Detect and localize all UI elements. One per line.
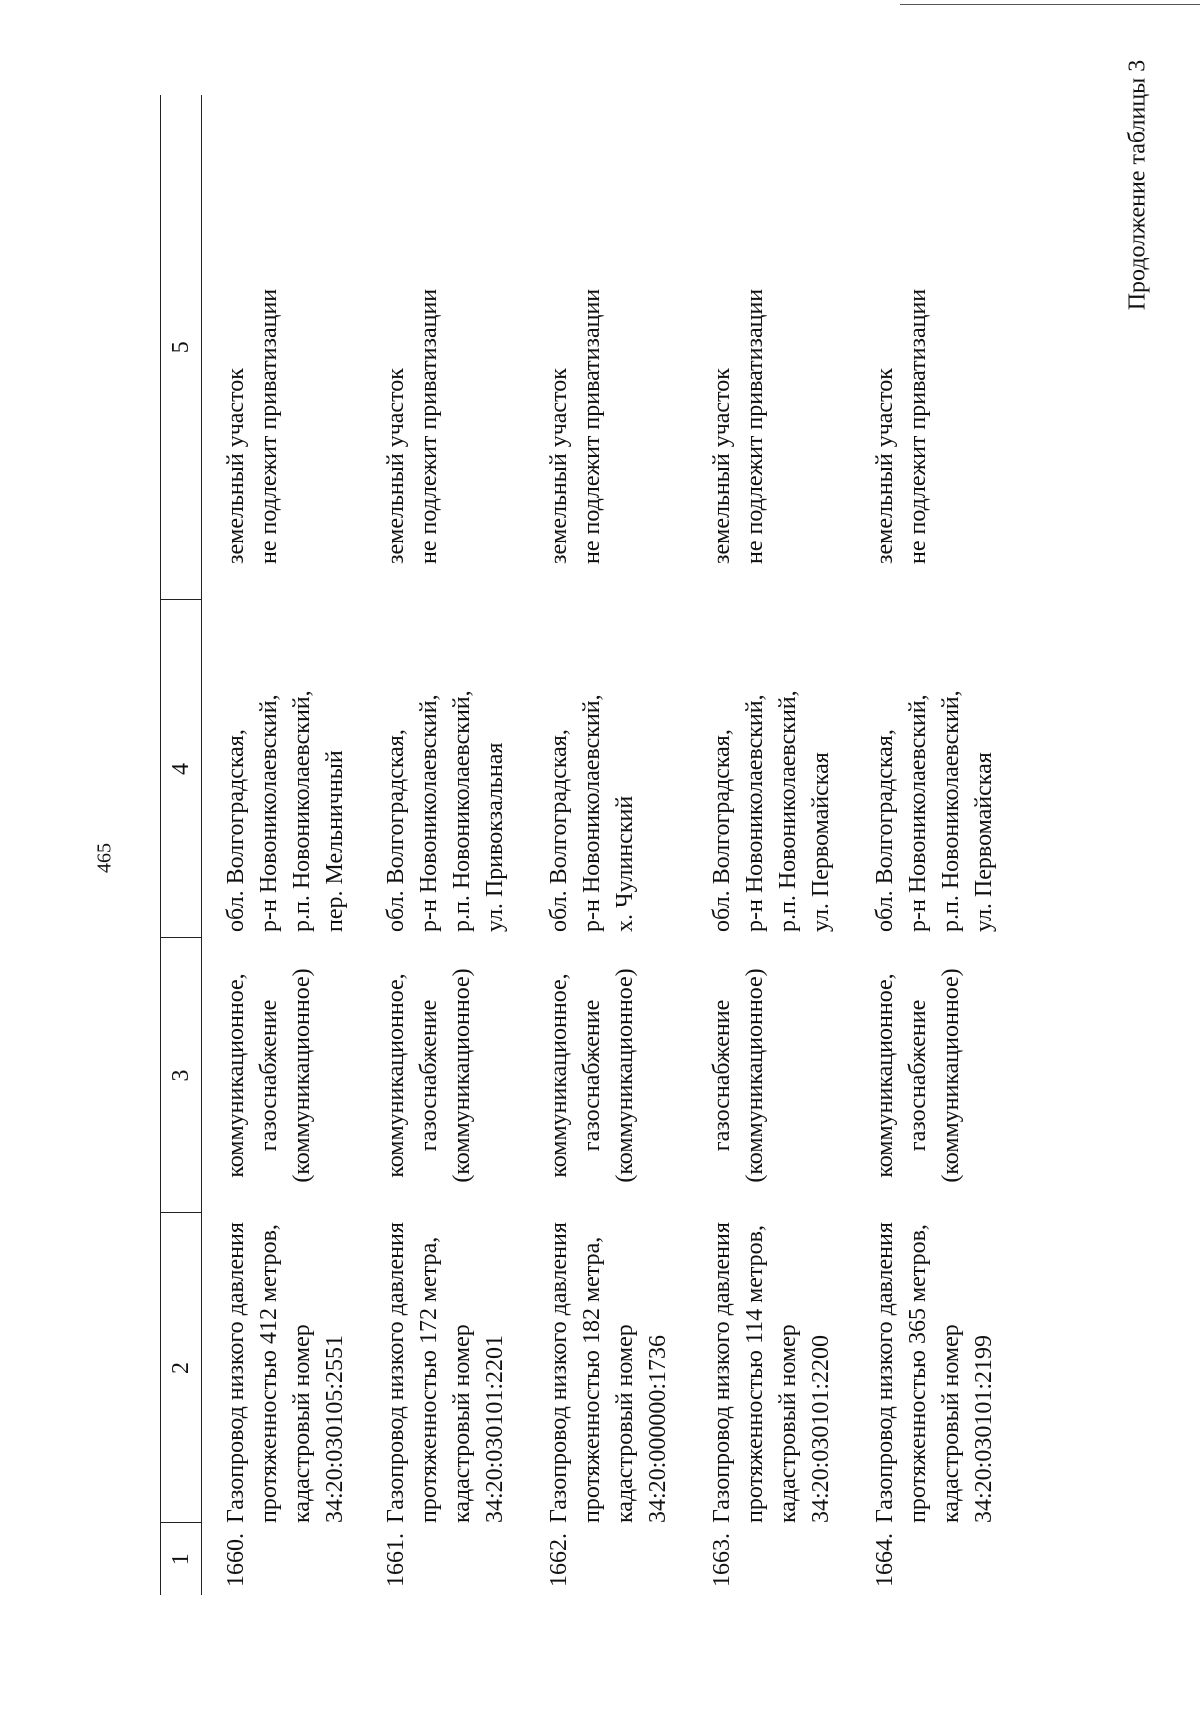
object-description-line: кадастровый номер	[449, 1324, 475, 1523]
object-description-line: протяженностью 172 метра,	[416, 1236, 442, 1523]
privatization-note-line: не подлежит приватизации	[905, 288, 931, 564]
permitted-use-line: газоснабжение	[416, 999, 442, 1152]
privatization-note-line: земельный участок	[546, 368, 572, 564]
object-description-line: кадастровый номер	[289, 1324, 315, 1523]
permitted-use-line: газоснабжение	[256, 999, 282, 1152]
row-number-cell	[869, 1523, 1032, 1595]
property-table	[160, 95, 1032, 1595]
privatization-note-line: не подлежит приватизации	[256, 288, 282, 564]
object-description-cell	[706, 1213, 869, 1523]
object-description-line: кадастровый номер	[938, 1324, 964, 1523]
object-description-line: 34:20:030101:2201	[482, 1334, 508, 1523]
header-row	[161, 95, 202, 1595]
privatization-note-line: земельный участок	[383, 368, 409, 564]
object-description-line: Газопровод низкого давления	[223, 1222, 249, 1523]
privatization-note-line: не подлежит приватизации	[579, 288, 605, 564]
object-description-line: Газопровод низкого давления	[383, 1222, 409, 1523]
permitted-use-line: коммуникационное,	[383, 973, 409, 1178]
address-cell	[706, 600, 869, 938]
address-line: р.п. Новониколаевский,	[775, 690, 801, 932]
address-line: пер. Мельничный	[322, 750, 348, 932]
address-line: р.п. Новониколаевский,	[289, 690, 315, 932]
row-number-cell	[706, 1523, 869, 1595]
row-number-cell	[543, 1523, 706, 1595]
address-line: ул. Первомайская	[971, 752, 997, 932]
permitted-use-line: (коммуникационное)	[742, 968, 768, 1183]
permitted-use-cell	[706, 938, 869, 1213]
permitted-use-cell	[380, 938, 543, 1213]
object-description-line: протяженностью 114 метров,	[742, 1224, 768, 1523]
header-col-1: 1	[161, 1523, 202, 1595]
address-cell	[869, 600, 1032, 938]
row-number: 1662.	[546, 1533, 572, 1587]
table-row	[869, 95, 1032, 1595]
address-line: обл. Волгоградская,	[872, 729, 898, 932]
object-description-line: 34:20:030101:2199	[971, 1334, 997, 1523]
table-body	[202, 95, 1033, 1595]
permitted-use-cell	[869, 938, 1032, 1213]
header-col-3: 3	[161, 938, 202, 1213]
permitted-use-line: коммуникационное,	[223, 973, 249, 1178]
address-cell	[543, 600, 706, 938]
address-line: ул. Первомайская	[808, 752, 834, 932]
row-number-cell	[202, 1523, 381, 1595]
permitted-use-line: газоснабжение	[905, 999, 931, 1152]
address-line: обл. Волгоградская,	[709, 729, 735, 932]
address-line: р-н Новониколаевский,	[416, 694, 442, 932]
header-col-4: 4	[161, 600, 202, 938]
permitted-use-line: (коммуникационное)	[938, 968, 964, 1183]
privatization-note-cell	[706, 95, 869, 600]
privatization-note-line: земельный участок	[709, 368, 735, 564]
privatization-note-line: земельный участок	[223, 368, 249, 564]
object-description-cell	[202, 1213, 381, 1523]
address-line: х. Чулинский	[612, 795, 638, 932]
permitted-use-line: газоснабжение	[579, 999, 605, 1152]
table-header	[161, 95, 202, 1595]
privatization-note-line: не подлежит приватизации	[416, 288, 442, 564]
privatization-note-line: не подлежит приватизации	[742, 288, 768, 564]
address-line: р-н Новониколаевский,	[579, 694, 605, 932]
object-description-line: 34:20:030101:2200	[808, 1334, 834, 1523]
object-description-line: протяженностью 412 метров,	[256, 1224, 282, 1523]
row-number: 1661.	[383, 1533, 409, 1587]
table-row	[380, 95, 543, 1595]
table-row	[706, 95, 869, 1595]
address-line: р.п. Новониколаевский,	[938, 690, 964, 932]
object-description-line: 34:20:000000:1736	[645, 1334, 671, 1523]
header-col-2: 2	[161, 1213, 202, 1523]
address-line: р-н Новониколаевский,	[742, 694, 768, 932]
table-row	[543, 95, 706, 1595]
address-line: обл. Волгоградская,	[223, 729, 249, 932]
permitted-use-line: (коммуникационное)	[612, 968, 638, 1183]
page-number-text: 465	[93, 843, 116, 873]
row-number: 1664.	[872, 1533, 898, 1587]
privatization-note-cell	[869, 95, 1032, 600]
row-number-cell	[380, 1523, 543, 1595]
permitted-use-line: коммуникационное,	[872, 973, 898, 1178]
object-description-line: 34:20:030105:2551	[322, 1334, 348, 1523]
row-number: 1663.	[709, 1533, 735, 1587]
object-description-line: протяженностью 365 метров,	[905, 1224, 931, 1523]
privatization-note-line: земельный участок	[872, 368, 898, 564]
object-description-line: Газопровод низкого давления	[709, 1222, 735, 1523]
privatization-note-cell	[202, 95, 381, 600]
address-line: р-н Новониколаевский,	[905, 694, 931, 932]
address-line: ул. Привокзальная	[482, 742, 508, 932]
address-line: р.п. Новониколаевский,	[449, 690, 475, 932]
permitted-use-line: газоснабжение	[709, 999, 735, 1152]
privatization-note-cell	[380, 95, 543, 600]
table-row	[202, 95, 381, 1595]
scan-edge-line	[900, 4, 1200, 5]
table-continuation-text: Продолжение таблицы 3	[1124, 59, 1151, 311]
object-description-line: Газопровод низкого давления	[872, 1222, 898, 1523]
permitted-use-cell	[202, 938, 381, 1213]
permitted-use-line: коммуникационное,	[546, 973, 572, 1178]
address-line: обл. Волгоградская,	[546, 729, 572, 932]
object-description-cell	[380, 1213, 543, 1523]
address-line: обл. Волгоградская,	[383, 729, 409, 932]
object-description-line: кадастровый номер	[612, 1324, 638, 1523]
privatization-note-cell	[543, 95, 706, 600]
object-description-cell	[543, 1213, 706, 1523]
object-description-line: Газопровод низкого давления	[546, 1222, 572, 1523]
permitted-use-cell	[543, 938, 706, 1213]
address-cell	[202, 600, 381, 938]
permitted-use-line: (коммуникационное)	[449, 968, 475, 1183]
address-cell	[380, 600, 543, 938]
header-col-5: 5	[161, 95, 202, 600]
row-number: 1660.	[223, 1533, 249, 1587]
permitted-use-line: (коммуникационное)	[289, 968, 315, 1183]
object-description-line: кадастровый номер	[775, 1324, 801, 1523]
object-description-line: протяженностью 182 метра,	[579, 1236, 605, 1523]
object-description-cell	[869, 1213, 1032, 1523]
rotated-table-container	[160, 95, 1170, 1595]
address-line: р-н Новониколаевский,	[256, 694, 282, 932]
